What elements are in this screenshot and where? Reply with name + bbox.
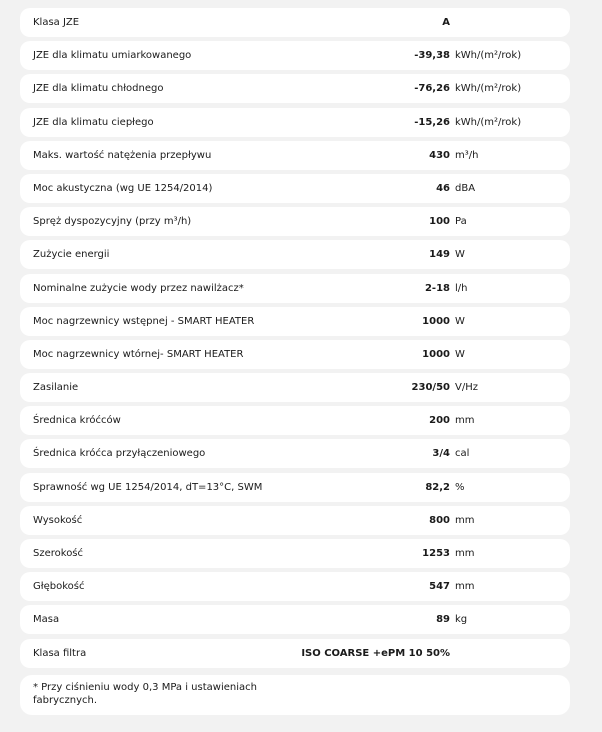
spec-label: Wysokość [33,514,83,526]
spec-row [20,340,570,369]
spec-value: 200 [429,415,450,427]
footnote-box [20,675,570,715]
spec-label: Nominalne zużycie wody przez nawilżacz* [33,282,244,294]
spec-row [20,406,570,435]
spec-unit: Pa [455,216,467,228]
spec-row [20,174,570,203]
spec-value: 430 [429,149,450,161]
footnote-text: * Przy ciśnieniu wody 0,3 MPa i ustawieniach fabrycznych. [33,682,257,706]
spec-value: -76,26 [414,83,450,95]
spec-unit: dBA [455,182,476,194]
spec-label: Głębokość [33,581,85,593]
spec-label: Klasa filtra [33,647,87,659]
spec-unit: kWh/(m²/rok) [455,83,522,95]
spec-row [20,539,570,568]
spec-unit: W [455,315,465,327]
spec-value: 230/50 [411,382,450,394]
spec-row [20,572,570,601]
spec-value: 3/4 [432,448,450,460]
spec-row [20,307,570,336]
spec-row [20,605,570,634]
spec-row [20,207,570,236]
spec-unit: kWh/(m²/rok) [455,116,522,128]
spec-label: Moc akustyczna (wg UE 1254/2014) [33,182,213,194]
spec-row [20,506,570,535]
spec-row [20,141,570,170]
spec-value: ISO COARSE +ePM 10 50% [301,647,450,659]
spec-value: 1000 [422,348,450,360]
spec-row [20,41,570,70]
spec-label: Średnica króćca przyłączeniowego [33,448,206,460]
spec-row [20,240,570,269]
spec-value: 547 [429,581,450,593]
spec-value: -39,38 [414,50,450,62]
spec-value: -15,26 [414,116,450,128]
spec-label: Szerokość [33,548,84,559]
spec-label: JZE dla klimatu umiarkowanego [33,50,192,62]
spec-label: Zużycie energii [33,249,110,261]
spec-unit: kWh/(m²/rok) [455,50,522,62]
spec-label: Maks. wartość natężenia przepływu [33,149,212,161]
spec-value: 149 [429,249,450,261]
spec-value: A [442,17,450,28]
spec-row [20,473,570,502]
spec-unit: l/h [455,282,468,294]
spec-value: 89 [436,614,450,626]
spec-unit: mm [455,415,475,427]
spec-unit: kg [455,614,468,626]
spec-unit: cal [455,448,470,460]
spec-row [20,439,570,468]
spec-value: 100 [429,216,450,228]
spec-unit: mm [455,581,475,593]
spec-value: 2-18 [424,282,450,294]
spec-label: Zasilanie [33,382,79,394]
spec-label: JZE dla klimatu chłodnego [33,83,164,95]
spec-label: Średnica króćców [33,415,121,427]
spec-unit: % [455,481,465,493]
spec-label: Moc nagrzewnicy wtórnej- SMART HEATER [33,348,244,360]
spec-unit: W [455,348,465,360]
spec-unit: W [455,249,465,261]
spec-list [20,8,570,672]
spec-row [20,373,570,402]
spec-label: Spręż dyspozycyjny (przy m³/h) [33,216,192,228]
spec-row [20,8,570,37]
spec-row [20,274,570,303]
spec-value: 46 [436,182,450,194]
spec-value: 800 [429,514,450,526]
spec-label: Moc nagrzewnicy wstępnej - SMART HEATER [33,315,255,327]
spec-value: 1000 [422,315,450,327]
spec-label: Sprawność wg UE 1254/2014, dT=13°C, SWM [33,481,263,493]
spec-value: 1253 [422,548,450,559]
spec-row [20,74,570,103]
spec-row [20,639,570,668]
spec-unit: mm [455,514,475,526]
spec-unit: m³/h [455,149,479,161]
spec-label: Masa [33,614,60,626]
spec-unit: mm [455,548,475,559]
spec-label: JZE dla klimatu ciepłego [33,116,154,128]
spec-value: 82,2 [425,481,450,493]
spec-label: Klasa JZE [33,17,80,28]
spec-row [20,108,570,137]
spec-unit: V/Hz [455,382,478,394]
